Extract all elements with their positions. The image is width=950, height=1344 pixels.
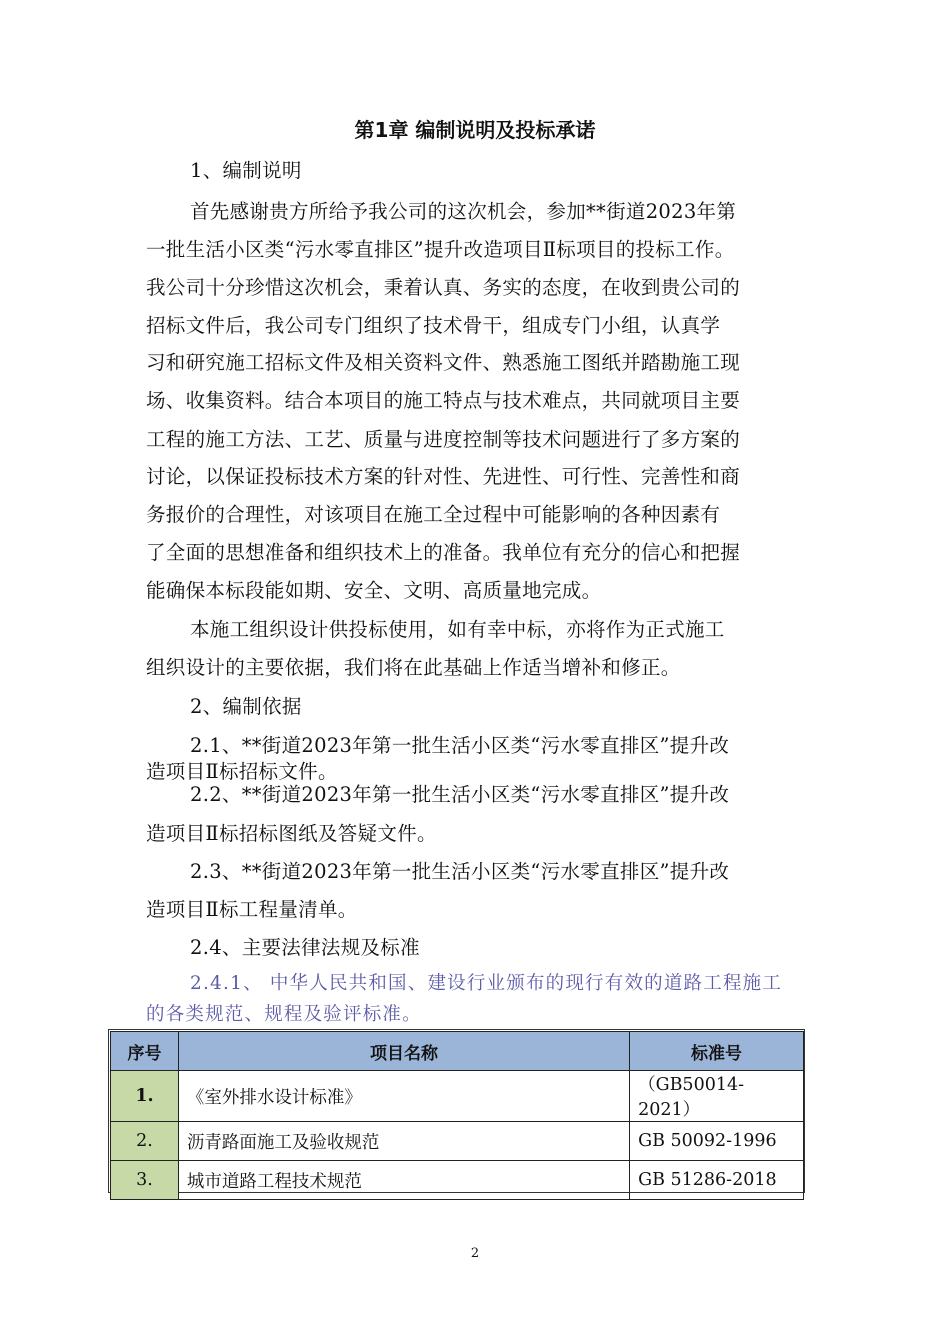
basis-item-2-4-1-cont: 的各类规范、规程及验评标准。 [146,1004,422,1025]
section-heading-2: 2、编制依据 [190,695,302,718]
para-line: 能确保本标段能如期、安全、文明、高质量地完成。 [146,579,602,602]
para-line: 工程的施工方法、工艺、质量与进度控制等技术问题进行了多方案的 [146,428,741,451]
basis-item-2-1: 2.1、**街道2023年第一批生活小区类“污水零直排区”提升改 [190,734,730,757]
standards-table [110,1031,804,1200]
basis-item-2-3: 2.3、**街道2023年第一批生活小区类“污水零直排区”提升改 [190,860,730,883]
para-line: 一批生活小区类“污水零直排区”提升改造项目Ⅱ标项目的投标工作。 [146,238,735,261]
para-line: 我公司十分珍惜这次机会，秉着认真、务实的态度，在收到贵公司的 [146,276,741,299]
row-name: 城市道路工程技术规范 [178,1161,629,1200]
para-line: 场、收集资料。结合本项目的施工特点与技术难点，共同就项目主要 [146,389,741,412]
row-name: 《室外排水设计标准》 [178,1071,629,1122]
para-line: 首先感谢贵方所给予我公司的这次机会，参加**街道2023年第 [190,200,737,223]
chapter-title: 第1章 编制说明及投标承诺 [354,118,596,142]
basis-item-2-4-1: 2.4.1、 中华人民共和国、建设行业颁布的现行有效的道路工程施工 [190,973,783,994]
para-line: 讨论，以保证投标技术方案的针对性、先进性、可行性、完善性和商 [146,465,741,488]
row-name: 沥青路面施工及验收规范 [178,1122,629,1161]
para-line: 了全面的思想准备和组织技术上的准备。我单位有充分的信心和把握 [146,541,741,564]
basis-item-2-2: 2.2、**街道2023年第一批生活小区类“污水零直排区”提升改 [190,783,730,806]
row-code: （GB50014-2021） [630,1071,804,1122]
para-line: 本施工组织设计供投标使用，如有幸中标，亦将作为正式施工 [190,618,725,641]
table-row [111,1071,804,1122]
para-line: 组织设计的主要依据，我们将在此基础上作适当增补和修正。 [146,656,681,679]
row-no: 3. [111,1161,179,1200]
basis-item-2-2-cont: 造项目Ⅱ标招标图纸及答疑文件。 [146,822,437,845]
para-line: 习和研究施工招标文件及相关资料文件、熟悉施工图纸并踏勘施工现 [146,351,741,374]
row-code: GB 51286-2018 [630,1161,804,1200]
table-row [111,1161,804,1200]
section-heading-1: 1、编制说明 [190,159,302,182]
para-line: 务报价的合理性，对该项目在施工全过程中可能影响的各种因素有 [146,503,721,526]
page-number: 2 [470,1246,480,1261]
row-code: GB 50092-1996 [630,1122,804,1161]
row-no: 2. [111,1122,179,1161]
header-no: 序号 [111,1032,179,1071]
header-code: 标准号 [630,1032,804,1071]
basis-item-2-1-cont: 造项目Ⅱ标招标文件。 [146,760,338,783]
row-no: 1. [111,1071,179,1122]
table-header-row [111,1032,804,1071]
basis-item-2-3-cont: 造项目Ⅱ标工程量清单。 [146,898,358,921]
basis-item-2-4: 2.4、主要法律法规及标准 [190,936,420,959]
table-row [111,1122,804,1161]
para-line: 招标文件后，我公司专门组织了技术骨干，组成专门小组，认真学 [146,314,721,337]
header-name: 项目名称 [178,1032,629,1071]
